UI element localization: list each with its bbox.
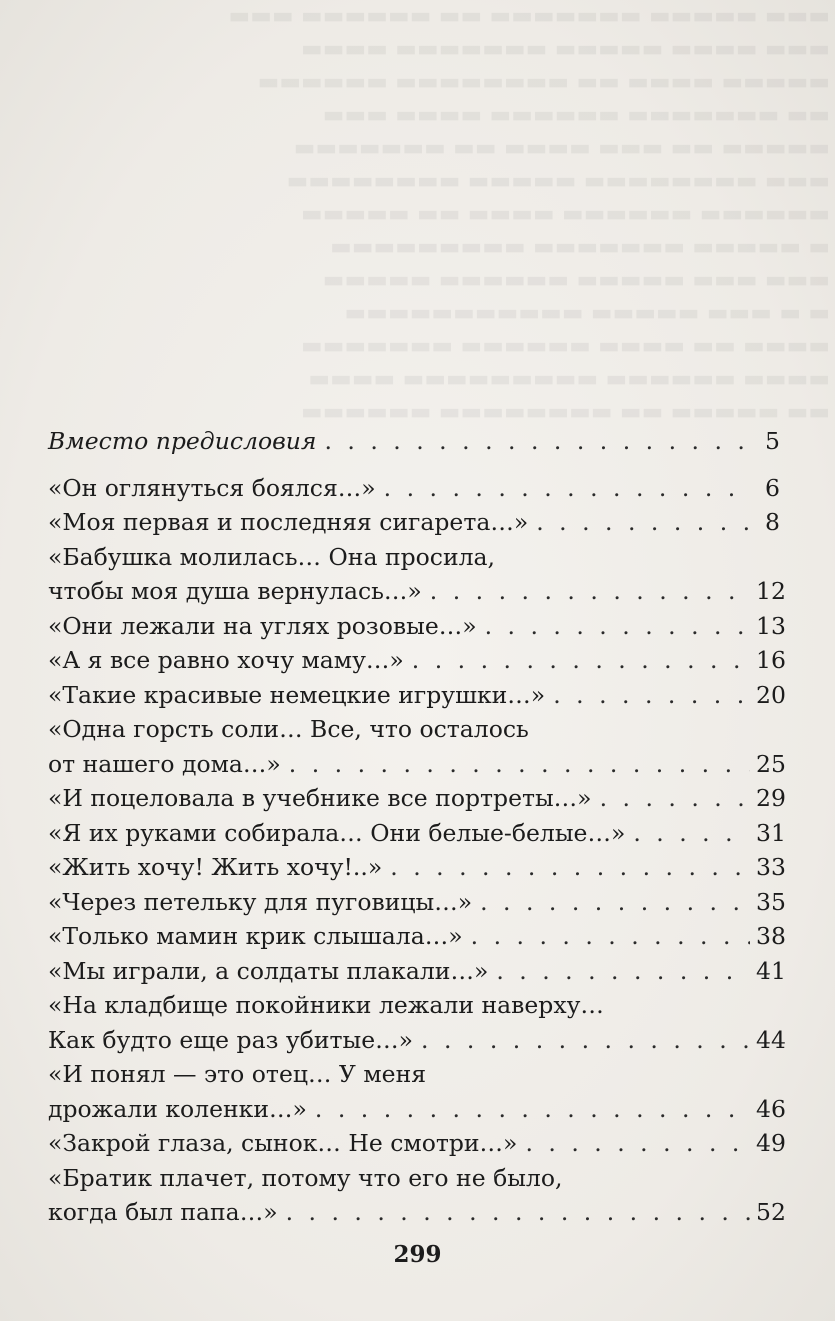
dot-leader xyxy=(485,609,750,644)
toc-entry-page: 16 xyxy=(756,646,786,674)
page-number: 299 xyxy=(393,1241,442,1268)
dot-leader xyxy=(553,678,750,713)
toc-entry-title: «Я их руками собирала… Они белые-белые…» xyxy=(48,818,626,847)
toc-entry-title-line1: «Братик плачет, потому что его не было, xyxy=(48,1163,563,1192)
toc-entry-title: «Мы играли, а солдаты плакали…» xyxy=(48,956,489,985)
toc-entry-title: «Он оглянуться боялся…» xyxy=(48,473,376,502)
dot-leader xyxy=(324,424,750,459)
dot-leader xyxy=(430,574,750,609)
toc-entry[interactable] xyxy=(48,885,786,920)
toc-entry-page: 31 xyxy=(756,818,786,847)
dot-leader xyxy=(390,850,750,885)
toc-entry-title: «Они лежали на углях розовые…» xyxy=(48,611,477,640)
toc-entry-title: «Такие красивые немецкие игрушки…» xyxy=(48,680,546,709)
toc-entry-page: 52 xyxy=(756,1198,786,1226)
dot-leader xyxy=(536,505,750,540)
toc-entry[interactable] xyxy=(48,988,786,1057)
toc-entry[interactable] xyxy=(48,505,780,540)
toc-entry-title-line1: «На кладбище покойники лежали наверху… xyxy=(48,991,604,1019)
toc-entry-page: 44 xyxy=(756,1025,786,1054)
toc-entry-title: когда был папа…» xyxy=(48,1198,278,1226)
toc-entry-title: «Только мамин крик слышала…» xyxy=(48,922,463,950)
toc-entry-page: 38 xyxy=(756,922,786,950)
table-of-contents xyxy=(48,424,786,1230)
toc-entry[interactable] xyxy=(48,678,786,713)
toc-entry[interactable] xyxy=(48,471,780,506)
toc-entry[interactable] xyxy=(48,1126,786,1161)
toc-entry-page: 25 xyxy=(756,749,786,778)
dot-leader xyxy=(384,471,750,506)
toc-entry[interactable] xyxy=(48,712,786,781)
toc-entry[interactable] xyxy=(48,816,786,851)
toc-entry-page: 29 xyxy=(756,784,786,812)
toc-entry-title: от нашего дома…» xyxy=(48,749,281,778)
toc-entry-title: «Жить хочу! Жить хочу!..» xyxy=(48,853,383,881)
bleed-through-text: ▬▬▬ ▬▬▬▬▬ ▬▬▬▬▬▬▬ ▬▬ ▬▬▬▬▬▬ ▬▬▬ ▬▬▬ ▬▬▬▬ ▬▬▬▬▬ ▬▬▬▬▬▬▬ ▬▬▬▬ ▬▬▬▬▬ ▬▬▬▬ ▬▬ ▬▬▬▬▬▬▬▬ ▬▬▬▬▬▬ ▬▬ ▬▬▬▬▬▬▬ ▬▬▬▬▬▬ ▬▬▬▬ ▬▬▬ ▬▬▬▬▬ ▬▬ ▬▬▬ ▬▬▬▬ ▬▬ ▬▬▬▬▬▬▬ ▬▬▬ ▬▬▬▬▬▬▬▬ ▬▬▬▬▬ ▬▬▬▬▬▬▬▬ ▬▬▬▬▬▬ ▬▬▬▬▬▬ ▬▬▬▬ ▬▬ ▬▬▬▬▬ ▬ ▬▬▬▬▬ ▬▬▬▬▬▬▬ ▬▬▬▬▬▬▬▬▬ ▬▬▬ ▬▬▬ ▬▬▬▬▬ ▬▬▬▬▬▬ ▬▬▬▬▬ ▬ ▬ ▬▬▬ ▬▬▬▬▬ ▬▬▬▬▬▬▬▬▬▬▬ ▬▬▬▬ ▬▬ ▬▬▬▬ ▬▬▬▬▬▬ ▬▬▬▬▬▬▬ ▬▬▬▬ ▬▬▬▬▬▬ ▬▬▬▬▬▬▬▬▬ ▬▬▬▬ ▬▬ ▬▬▬▬▬ ▬▬ ▬▬▬▬▬▬▬▬ ▬▬▬▬▬▬ xyxy=(228,3,830,425)
toc-entry-page: 5 xyxy=(765,427,780,455)
toc-entry[interactable] xyxy=(48,609,786,644)
toc-entry[interactable] xyxy=(48,1161,786,1230)
toc-entry-page: 41 xyxy=(756,956,786,985)
toc-entry-page: 8 xyxy=(765,508,780,536)
toc-entry-title: чтобы моя душа вернулась…» xyxy=(48,577,422,605)
toc-entry[interactable] xyxy=(48,540,786,609)
toc-entry-page: 13 xyxy=(756,611,786,640)
toc-entry-title: «И поцеловала в учебнике все портреты…» xyxy=(48,784,592,812)
toc-entry[interactable] xyxy=(48,781,786,816)
toc-entry-title-line1: «Бабушка молилась… Она просила, xyxy=(48,542,496,571)
toc-entry-page: 12 xyxy=(756,577,786,605)
toc-entry-page: 6 xyxy=(765,473,780,502)
toc-entry-title-line1: «И понял — это отец… У меня xyxy=(48,1060,427,1088)
dot-leader xyxy=(421,1023,750,1058)
toc-entry-page: 35 xyxy=(756,887,786,916)
toc-entry[interactable] xyxy=(48,954,786,989)
dot-leader xyxy=(471,919,750,954)
toc-entry-title: дрожали коленки…» xyxy=(48,1094,307,1123)
dot-leader xyxy=(633,816,750,851)
dot-leader xyxy=(289,747,750,782)
dot-leader xyxy=(496,954,750,989)
toc-entry-title: Как будто еще раз убитые…» xyxy=(48,1025,414,1054)
toc-entry[interactable] xyxy=(48,424,780,459)
toc-entry[interactable] xyxy=(48,850,786,885)
toc-entry-title: «Моя первая и последняя сигарета…» xyxy=(48,508,529,536)
toc-entry[interactable] xyxy=(48,643,786,678)
dot-leader xyxy=(315,1092,750,1127)
toc-entry-page: 33 xyxy=(756,853,786,881)
toc-entry[interactable] xyxy=(48,919,786,954)
toc-entry-page: 49 xyxy=(756,1129,786,1157)
dot-leader xyxy=(412,643,750,678)
dot-leader xyxy=(525,1126,750,1161)
toc-entry[interactable] xyxy=(48,1057,786,1126)
toc-entry-title: Вместо предисловия xyxy=(48,427,317,455)
dot-leader xyxy=(286,1195,750,1230)
dot-leader xyxy=(480,885,750,920)
dot-leader xyxy=(600,781,750,816)
toc-entry-title-line1: «Одна горсть соли… Все, что осталось xyxy=(48,715,529,743)
toc-entry-title: «Через петельку для пуговицы…» xyxy=(48,887,473,916)
toc-entry-title: «А я все равно хочу маму…» xyxy=(48,646,404,674)
toc-entry-title: «Закрой глаза, сынок… Не смотри…» xyxy=(48,1129,518,1157)
toc-entry-page: 20 xyxy=(756,680,786,709)
toc-entry-page: 46 xyxy=(756,1094,786,1123)
